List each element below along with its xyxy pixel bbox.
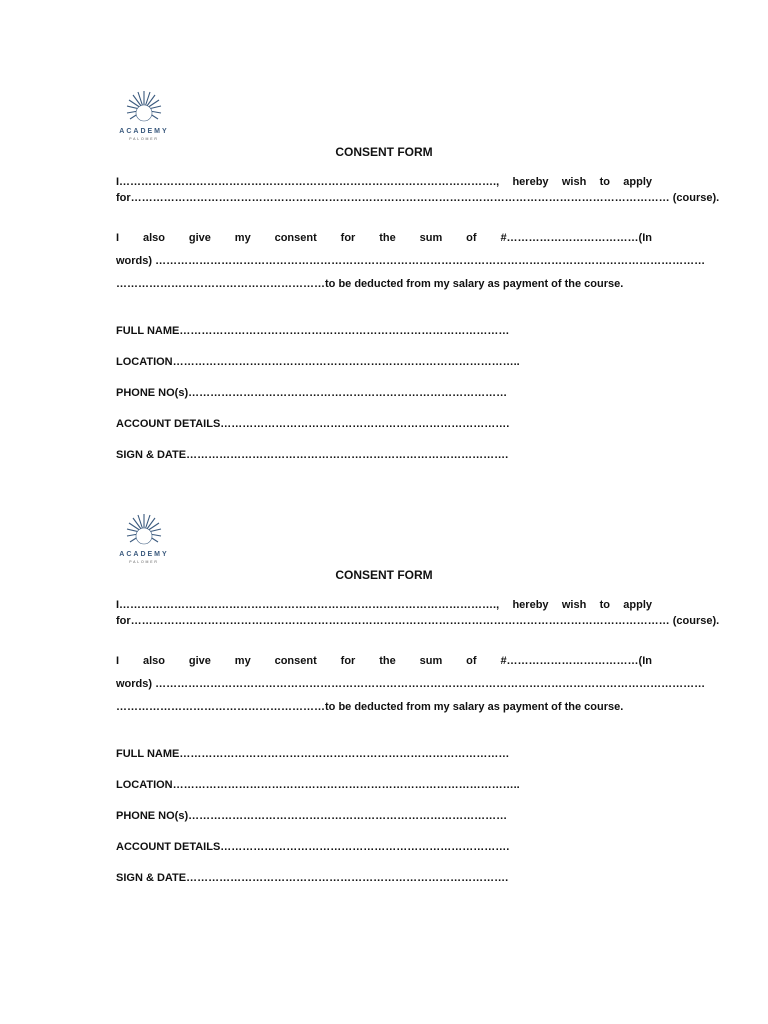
applicant-line: I…………………………………………………………………………………………., hereby wish to apply bbox=[116, 599, 652, 611]
form-title: CONSENT FORM bbox=[335, 145, 433, 159]
account-details-field: ACCOUNT DETAILS……………………………………………………………………. bbox=[116, 841, 510, 853]
course-line: for………………………………………………………………………………………………………………………………… (course). bbox=[116, 615, 720, 627]
consent-form-2 bbox=[0, 511, 768, 931]
logo-name: ACADEMY bbox=[119, 551, 169, 558]
location-field: LOCATION………………………………………………………………………………….. bbox=[116, 779, 520, 791]
course-line: for………………………………………………………………………………………………………………………………… (course). bbox=[116, 192, 720, 204]
logo-name: ACADEMY bbox=[119, 128, 169, 135]
sunburst-logo-icon bbox=[114, 88, 174, 130]
consent-sum-line: I also give my consent for the sum of #………………………………(In bbox=[116, 655, 652, 667]
sunburst-logo-icon bbox=[114, 511, 174, 553]
full-name-field: FULL NAME……………………………………………………………………………… bbox=[116, 325, 510, 337]
applicant-line: I…………………………………………………………………………………………., hereby wish to apply bbox=[116, 176, 652, 188]
sum-in-words-line: words) …………………………………………………………………………………………………………………………………… bbox=[116, 678, 706, 690]
sum-in-words-line: words) …………………………………………………………………………………………………………………………………… bbox=[116, 255, 706, 267]
phone-field: PHONE NO(s)…………………………………………………………………………… bbox=[116, 810, 508, 822]
consent-form-1 bbox=[0, 88, 768, 508]
location-field: LOCATION………………………………………………………………………………….. bbox=[116, 356, 520, 368]
sign-date-field: SIGN & DATE……………………………………………………………………………. bbox=[116, 449, 509, 461]
logo-subtitle: PALOMER bbox=[129, 560, 159, 564]
account-details-field: ACCOUNT DETAILS……………………………………………………………………. bbox=[116, 418, 510, 430]
consent-sum-line: I also give my consent for the sum of #………………………………(In bbox=[116, 232, 652, 244]
academy-logo bbox=[114, 88, 174, 144]
deduction-line: …………………………………………………to be deducted from my salary as payment of the course. bbox=[116, 701, 624, 713]
logo-subtitle: PALOMER bbox=[129, 137, 159, 141]
full-name-field: FULL NAME……………………………………………………………………………… bbox=[116, 748, 510, 760]
deduction-line: …………………………………………………to be deducted from my salary as payment of the course. bbox=[116, 278, 624, 290]
phone-field: PHONE NO(s)…………………………………………………………………………… bbox=[116, 387, 508, 399]
sign-date-field: SIGN & DATE……………………………………………………………………………. bbox=[116, 872, 509, 884]
academy-logo bbox=[114, 511, 174, 567]
form-title: CONSENT FORM bbox=[335, 568, 433, 582]
